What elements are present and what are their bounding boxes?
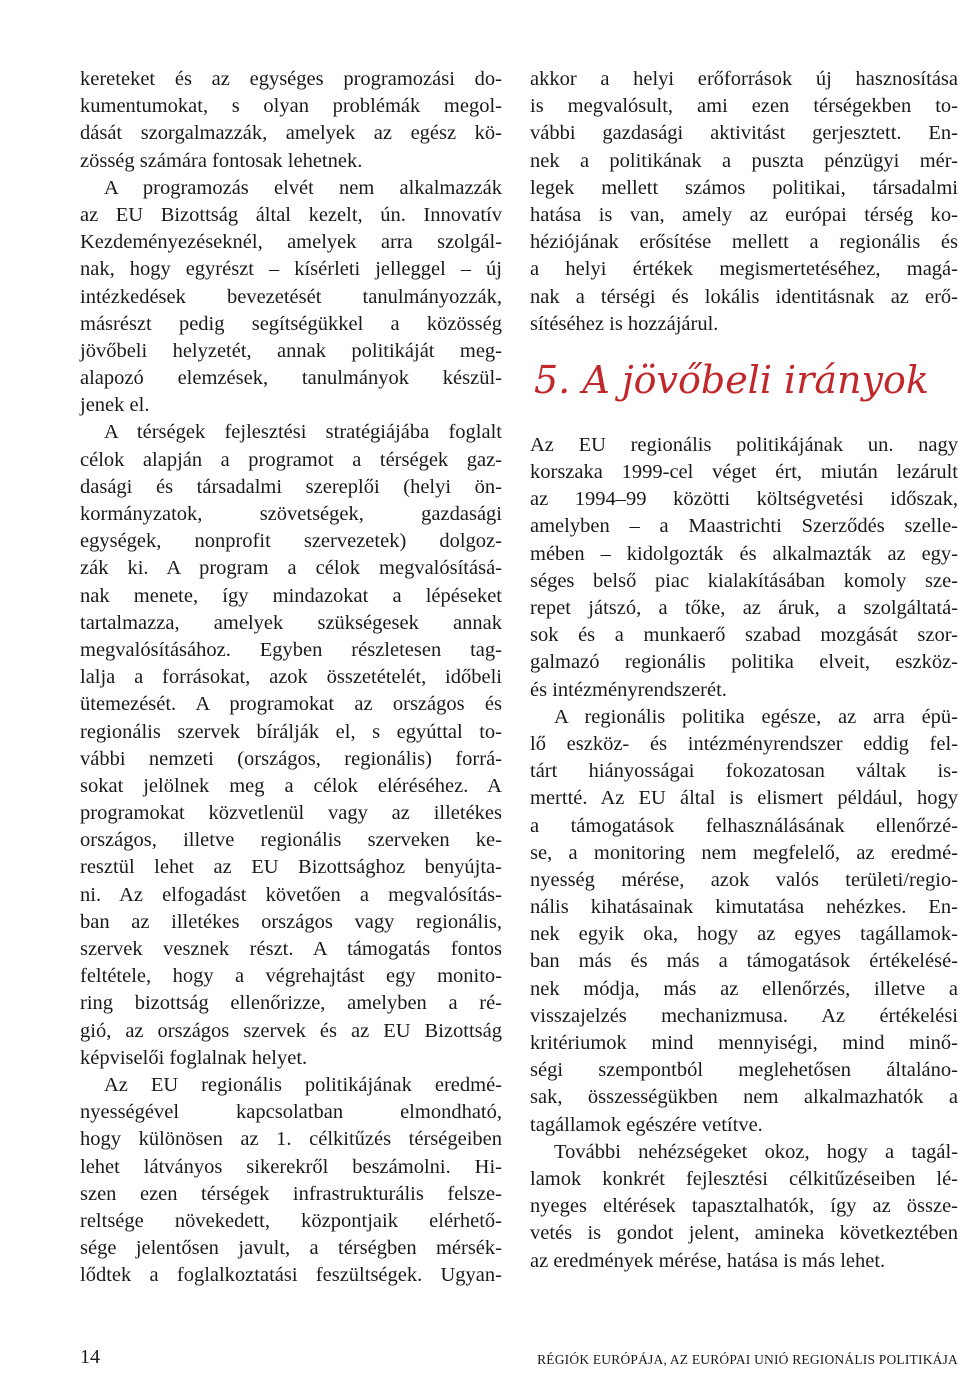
text-line: sak, összességükben nem alkalmazhatók a — [530, 1086, 958, 1109]
text-line: az eredmények mérése, hatása is más lehet. — [530, 1249, 886, 1272]
text-line: ban más és más a támogatások értékelésé- — [530, 950, 958, 973]
text-line: vábbi gazdasági aktivitást gerjesztett. En- — [530, 122, 958, 145]
text-line: tárt hiányosságai fokozatosan váltak is- — [530, 760, 958, 783]
text-line: nak, hogy egyrészt – kísérleti jelleggel – új — [80, 258, 502, 281]
text-line: Az EU regionális politikájának un. nagy — [530, 433, 958, 456]
text-line: héziójának erősítése mellett a regionális és — [530, 231, 958, 254]
text-line: kritériumok mind mennyiségi, mind minő- — [530, 1032, 958, 1054]
text-line: ni. Az elfogadást követően a megvalósítás- — [80, 883, 502, 906]
text-line: A programozás elvét nem alkalmazzák — [104, 176, 502, 199]
text-line: resztül lehet az EU Bizottsághoz benyújta- — [80, 856, 502, 879]
text-line: nális kihatásainak kimutatása nehézkes. En- — [530, 896, 958, 919]
text-line: visszajelzés mechanizmusa. Az értékelési — [530, 1004, 958, 1027]
text-line: hogy különösen az 1. célkitűzés térségeiben — [80, 1128, 502, 1151]
text-line: dását szorgalmazzák, amelyek az egész kö- — [80, 122, 502, 145]
text-line: dasági és társadalmi szereplői (helyi ön- — [80, 475, 502, 498]
text-line: ban az illetékes országos vagy regionális, — [80, 910, 502, 933]
text-line: nak a térségi és lokális identitásnak az erő- — [530, 285, 958, 308]
text-line: lehet látványos sikerekről beszámolni. Hi- — [80, 1155, 502, 1178]
text-line: a támogatások felhasználásának ellenőrzé- — [530, 814, 958, 837]
text-line: repet játszó, a tőke, az áruk, a szolgáltatá- — [530, 597, 958, 619]
text-line: lalja a forrásokat, azok összetételét, időbeli — [80, 666, 502, 689]
text-line: is megvalósult, ami ezen térségekben to- — [530, 95, 958, 118]
text-line: gió, az országos szervek és az EU Bizottság — [80, 1019, 502, 1042]
text-line: jövőbeli helyzetét, annak politikáját meg- — [80, 339, 502, 362]
text-line: zösség számára fontosak lehetnek. — [80, 149, 363, 172]
text-line: akkor a helyi erőforrások új hasznosítása — [530, 68, 958, 90]
text-line: se, a monitoring nem megfelelő, az eredmé- — [530, 841, 958, 864]
text-line: zák ki. A program a célok megvalósításá- — [80, 557, 502, 580]
text-line: reltsége növekedett, központjaik elérhető- — [80, 1209, 502, 1232]
text-line: megvalósításához. Egyben részletesen tag- — [80, 638, 502, 661]
text-line: alapozó elemzések, tanulmányok készül- — [80, 367, 502, 390]
text-line: kereteket és az egységes programozási do- — [80, 68, 502, 90]
text-line: nek a politikának a puszta pénzügyi mér- — [530, 149, 958, 172]
text-line: egységek, nonprofit szervezetek) dolgoz- — [80, 530, 502, 553]
text-line: nak menete, így mindazokat a lépéseket — [80, 584, 502, 607]
text-line: az 1994–99 közötti költségvetési időszak, — [530, 488, 958, 511]
text-line: feltétele, hogy a végrehajtást egy monito- — [80, 965, 502, 988]
text-line: tartalmazza, amelyek szükségesek annak — [80, 611, 502, 634]
text-line: Az EU regionális politikájának eredmé- — [104, 1073, 502, 1096]
text-line: ring bizottság ellenőrizze, amelyben a ré- — [80, 992, 502, 1015]
text-line: mertté. Az EU által is elismert például, hogy — [530, 787, 958, 810]
text-line: vetés is gondot jelent, amineka következtében — [530, 1222, 958, 1245]
text-line: Kezdeményezéseknél, amelyek arra szolgál- — [80, 231, 502, 254]
text-line: sítéséhez is hozzájárul. — [530, 312, 719, 335]
text-line: kumentumokat, s olyan problémák megol- — [80, 95, 502, 118]
text-line: sok és a munkaerő szabad mozgását szor- — [530, 624, 958, 647]
text-line: regionális szervek bírálják el, s egyúttal to- — [80, 720, 502, 743]
text-line: nyesség mérése, azok valós területi/regio- — [530, 868, 958, 891]
text-line: szen ezen térségek infrastrukturális felsze- — [80, 1182, 502, 1205]
text-line: mében – kidolgozták és alkalmazták az egy- — [530, 542, 958, 565]
text-line: nyeges eltérések tapasztalhatók, így az össze- — [530, 1195, 958, 1218]
text-line: ségi szempontból meglehetősen általáno- — [530, 1059, 958, 1082]
text-line: korszaka 1999-cel véget ért, miután lezárult — [530, 461, 958, 484]
text-line: szervek vesznek részt. A támogatás fontos — [80, 938, 502, 960]
text-line: tagállamok egészére vetítve. — [530, 1113, 763, 1136]
text-line: sége jelentősen javult, a térségben mérsék- — [80, 1237, 502, 1260]
text-line: jenek el. — [80, 394, 150, 417]
text-line: galmazó regionális politika elveit, eszköz- — [530, 651, 958, 674]
text-line: ütemezését. A programokat az országos és — [80, 693, 502, 716]
text-line: nek egyik oka, hogy az egyes tagállamok- — [530, 923, 958, 946]
text-line: nyességével kapcsolatban elmondható, — [80, 1101, 502, 1124]
text-line: intézkedések bevezetését tanulmányozzák, — [80, 285, 502, 308]
page-number: 14 — [80, 1346, 100, 1368]
text-line: A térségek fejlesztési stratégiájába foglalt — [104, 421, 502, 444]
text-line: lő eszköz- és intézményrendszer eddig fel- — [530, 732, 958, 755]
text-line: séges belső piac kialakításában komoly sze- — [530, 569, 958, 592]
text-line: lődtek a foglalkoztatási feszültségek. Ugyan- — [80, 1264, 502, 1287]
text-line: legek mellett számos politikai, társadalmi — [530, 176, 958, 199]
text-line: kormányzatok, szövetségek, gazdasági — [80, 503, 502, 525]
text-line: sokat jelölnek meg a célok eléréséhez. A — [80, 774, 502, 797]
text-line: programokat közvetlenül vagy az illetékes — [80, 802, 502, 825]
text-line: lamok konkrét fejlesztési célkitűzéseiben lé- — [530, 1167, 958, 1190]
text-line: az EU Bizottság által kezelt, ún. Innovatív — [80, 203, 502, 226]
right-column — [530, 66, 958, 1275]
left-column — [80, 66, 502, 1289]
text-line: nek módja, más az ellenőrzés, illetve a — [530, 977, 958, 1000]
text-line: és intézményrendszerét. — [530, 678, 727, 701]
section-heading: 5. A jövőbeli irányok — [534, 357, 929, 402]
text-line: képviselői foglalnak helyet. — [80, 1046, 308, 1069]
text-line: országos, illetve regionális szerveken ke- — [80, 829, 502, 852]
text-line: másrészt pedig segítségükkel a közösség — [80, 312, 502, 335]
right-column-bottom-text — [530, 432, 958, 1275]
text-line: vábbi nemzeti (országos, regionális) forrá- — [80, 747, 502, 770]
running-title: RÉGIÓK EURÓPÁJA, AZ EURÓPAI UNIÓ REGIONÁLIS POLITIKÁJA — [537, 1352, 958, 1367]
text-line: célok alapján a programot a térségek gaz- — [80, 448, 502, 471]
text-line: a helyi értékek megismertetéséhez, magá- — [530, 258, 958, 281]
text-line: További nehézségeket okoz, hogy a tagál- — [554, 1140, 958, 1163]
text-line: A regionális politika egésze, az arra épü- — [554, 705, 958, 728]
right-column-top-text — [530, 66, 958, 338]
text-line: hatása is van, amely az európai térség ko- — [530, 203, 958, 226]
text-line: amelyben – a Maastrichti Szerződés szelle- — [530, 515, 958, 538]
